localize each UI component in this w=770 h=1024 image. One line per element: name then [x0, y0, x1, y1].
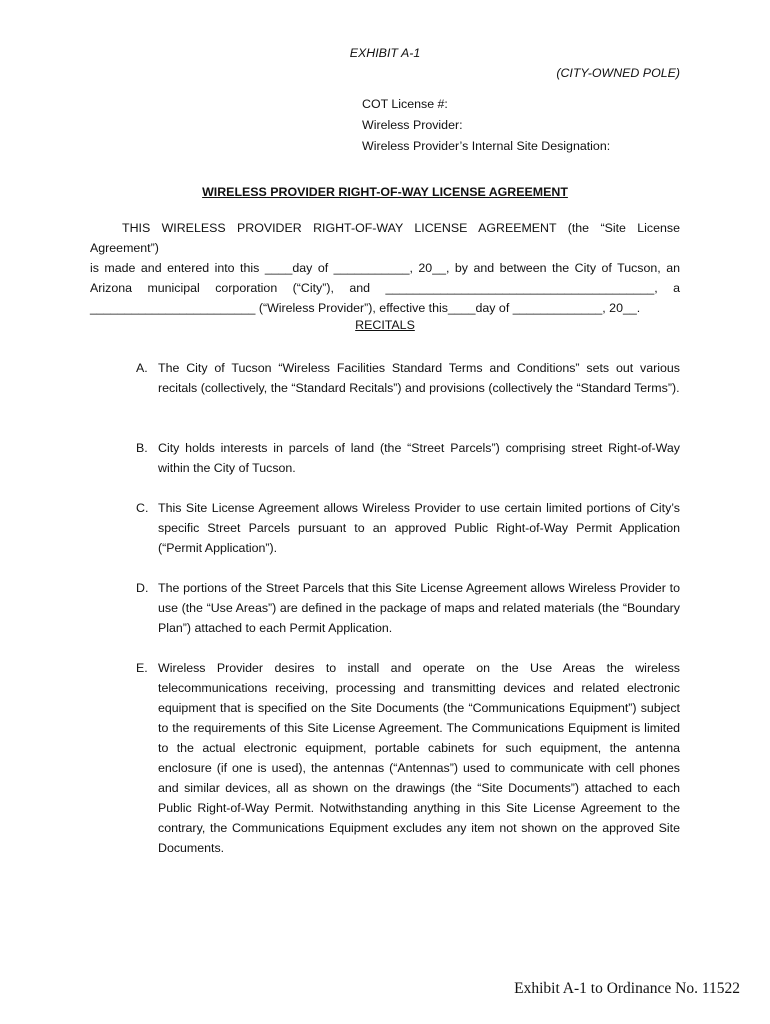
- license-header-block: [362, 94, 692, 157]
- recital-text: This Site License Agreement allows Wireless Provider to use certain limited portions of City’s specific Street Parcels pursuant to an approved Public Right-of-Way Permit Application (“Permit Application”).: [158, 501, 680, 555]
- recital-text: The portions of the Street Parcels that this Site License Agreement allows Wireless Provider to use (the “Use Areas”) are defined in the package of maps and related materials (the “Boundary Plan”) attached to each Permit Application.: [158, 581, 680, 635]
- page-footer: Exhibit A-1 to Ordinance No. 11522: [514, 980, 740, 997]
- recitals-heading: RECITALS: [355, 318, 415, 332]
- recital-text: Wireless Provider desires to install and operate on the Use Areas the wireless telecommunications receiving, processing and transmitting devices and related electronic equipment that is specified on the Site Documents (the “Communications Equipment”) subject to the requirements of this Site License Agreement. The Communications Equipment is limited to the actual electronic equipment, portable cabinets for such equipment, the antenna enclosure (if one is used), the antennas (“Antennas”) used to communicate with cell phones and similar devices, all as shown on the drawings (the “Site Documents”) attached to each Public Right-of-Way Permit. Notwithstanding anything in this Site License Agreement to the contrary, the Communications Equipment excludes any item not shown on the approved Site Documents.: [158, 661, 680, 855]
- intro-line: THIS WIRELESS PROVIDER RIGHT-OF-WAY LICENSE AGREEMENT (the “Site License Agreement”): [90, 221, 680, 255]
- recital-letter: A.: [136, 361, 148, 375]
- intro-line: Arizona municipal corporation (“City”), and _______________________________________, a: [90, 281, 680, 295]
- recital-letter: D.: [136, 581, 149, 595]
- cot-license-field: COT License #:: [362, 97, 448, 111]
- intro-line: is made and entered into this ____day of ___________, 20__, by and between the City of Tucson, an: [90, 261, 680, 275]
- intro-line: ________________________ (“Wireless Provider”), effective this____day of _____________, 20__.: [90, 301, 641, 315]
- recital-letter: B.: [136, 441, 148, 455]
- agreement-title: WIRELESS PROVIDER RIGHT-OF-WAY LICENSE AGREEMENT: [202, 185, 568, 199]
- exhibit-label: EXHIBIT A-1: [349, 46, 421, 60]
- wireless-provider-field: Wireless Provider:: [362, 118, 463, 132]
- recital-text: City holds interests in parcels of land (the “Street Parcels”) comprising street Right-of-Way within the City of Tucson.: [158, 441, 680, 475]
- recital-letter: C.: [136, 501, 149, 515]
- recital-text: The City of Tucson “Wireless Facilities Standard Terms and Conditions” sets out various recitals (collectively, the “Standard Recitals”) and provisions (collectively the “Standard Terms”).: [158, 361, 680, 395]
- intro-paragraph: [90, 218, 680, 318]
- pole-type-label: (CITY-OWNED POLE): [556, 66, 680, 80]
- recital-letter: E.: [136, 661, 148, 675]
- site-designation-field: Wireless Provider’s Internal Site Designation:: [362, 139, 611, 153]
